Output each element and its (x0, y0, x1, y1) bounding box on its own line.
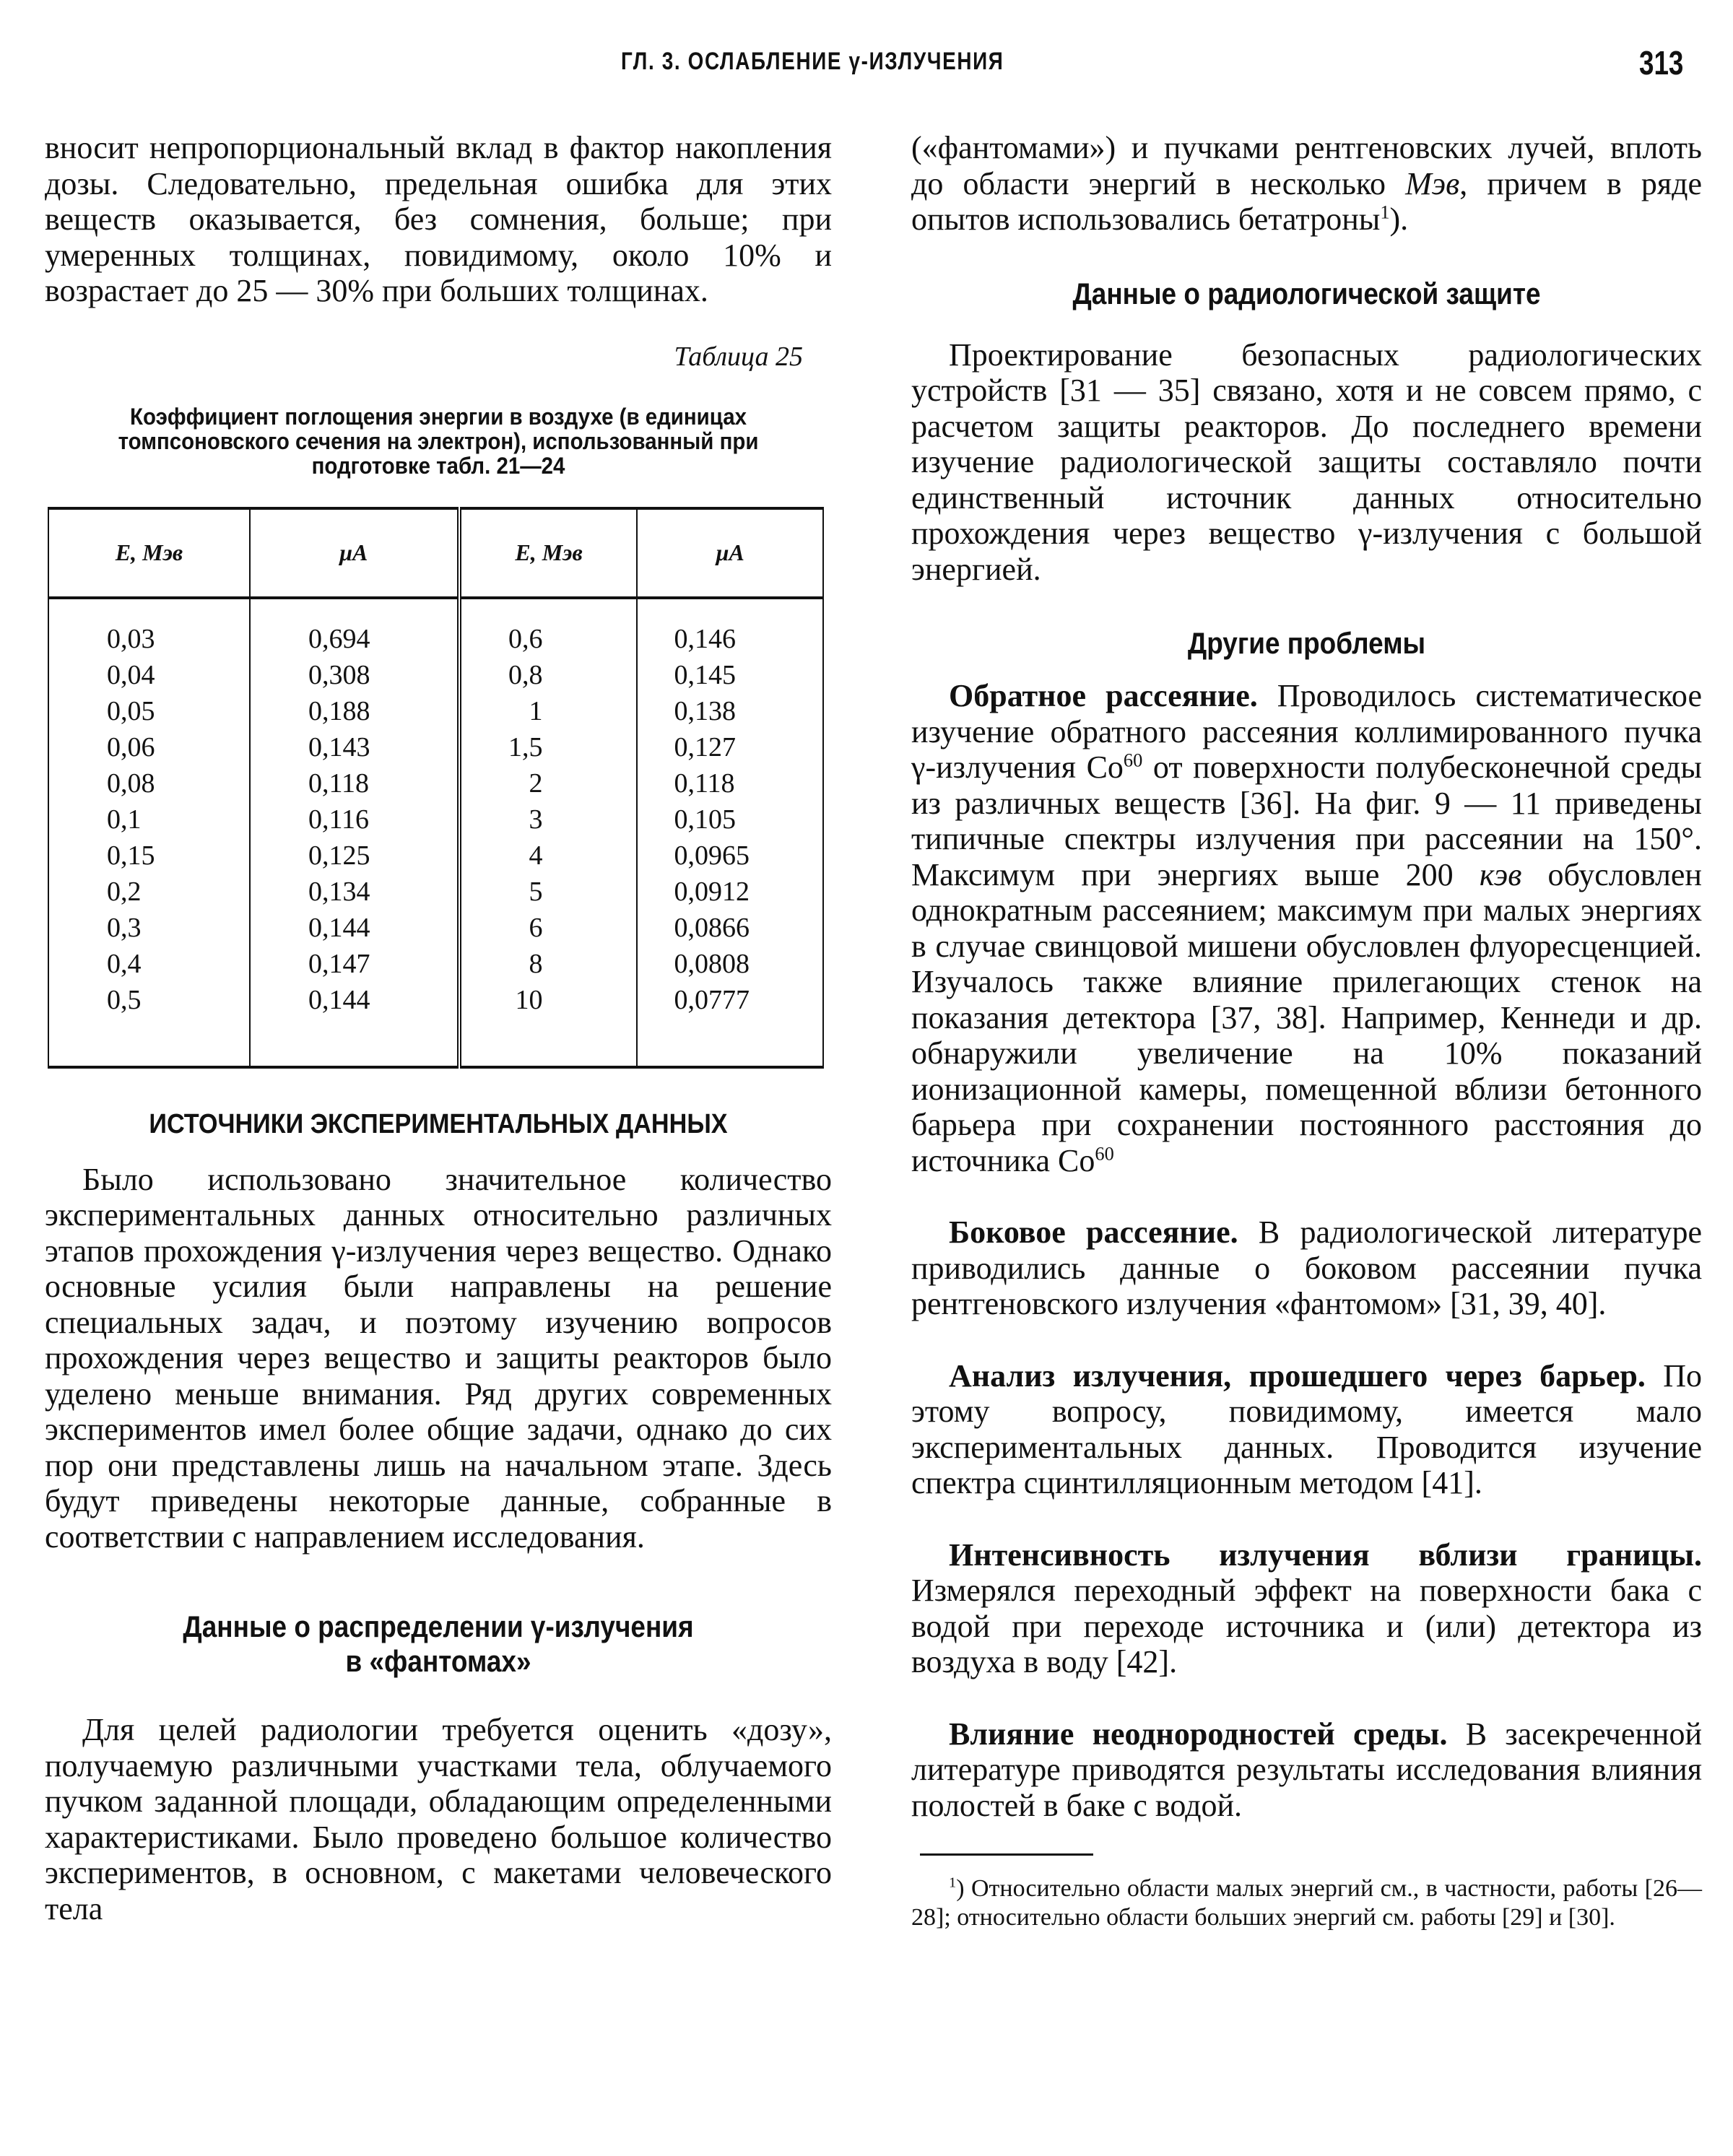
footnote-mark: 1 (949, 1874, 957, 1891)
column-header-mu-a: μA (250, 508, 459, 598)
table-row (48, 982, 823, 1018)
table-spacer (48, 598, 823, 621)
unit-kev: кэв (1479, 856, 1522, 892)
phantoms-paragraph: Для целей радиологии требуется оценить «дозу», получаемую различными участками тела, облучаемого пучком заданной площади, обладающим определенными характеристиками. Было проведено большое количество экспериментов, в основном, с макетами человеческого тела (45, 1712, 832, 1926)
mu-a-cell: 0,0777 (637, 982, 823, 1018)
footnote-divider (920, 1853, 1093, 1856)
mu-a-cell: 0,134 (250, 874, 459, 910)
text-fragment: В радиологической литературе приводились данные о боковом рассеянии пучка рентгеновского излучения «фантомом» [31, 39, 40]. (911, 1214, 1703, 1321)
mu-a-cell: 0,118 (637, 765, 823, 801)
mu-a-cell: 0,694 (250, 621, 459, 657)
sources-paragraph: Было использовано значительное количество экспериментальных данных относительно различных этапов прохождения γ-излучения через вещество. Однако основные усилия были направлены на решение специальных задач, и поэтому изучению вопросов прохождения через вещество и защиты реакторов было уделено меньше внимания. Ряд других современных экспериментов имел более общие задачи, однако до сих пор они представлены лишь на начальном этапе. Здесь будут приведены некоторые данные, собранные в соответствии с направлением исследования. (45, 1161, 832, 1555)
table-caption: Коэффициент поглощения энергии в воздухе (в единицах томпсоновского сечения на электрон), использованный при подготовке табл. 21—24 (118, 403, 759, 479)
table-row (48, 765, 823, 801)
heading-line: Данные о распределении γ-излучения (183, 1609, 694, 1643)
table-label: Таблица 25 (674, 341, 803, 372)
barrier-analysis-paragraph (911, 1358, 1702, 1501)
mu-a-cell: 0,147 (250, 946, 459, 982)
mu-a-cell: 0,118 (250, 765, 459, 801)
section-heading-protection: Данные о радиологической защите (1072, 276, 1541, 310)
text-fragment: По этому вопросу, повидимому, имеется мало экспериментальных данных. Проводится изучение спектра сцинтилляционным методом [41]. (911, 1357, 1702, 1500)
intro-paragraph: вносит непропорциональный вклад в фактор накопления дозы. Следовательно, предельная ошибка для этих веществ оказывается, без сомнения, больше; при умеренных толщинах, повидимому, около 10% и возрастает до 25 — 30% при больших толщинах. (45, 130, 832, 308)
energy-cell: 0,4 (48, 946, 250, 982)
isotope-mass: 60 (1095, 1142, 1114, 1164)
column-header-energy: E, Мэв (48, 508, 250, 598)
mu-a-cell: 0,308 (250, 657, 459, 693)
mu-a-cell: 0,105 (637, 801, 823, 838)
energy-cell: 0,6 (459, 621, 638, 657)
run-in-heading: Обратное рассеяние. (949, 678, 1258, 713)
table-row (48, 910, 823, 946)
table-spacer (48, 1018, 823, 1067)
mu-a-cell: 0,127 (637, 729, 823, 765)
energy-cell: 1 (459, 693, 638, 729)
run-in-heading: Интенсивность излучения вблизи границы. (949, 1536, 1702, 1573)
text-fragment: В засекреченной литературе приводятся результаты исследования влияния полостей в баке с водой. (911, 1716, 1703, 1823)
energy-cell: 5 (459, 874, 638, 910)
table-row (48, 621, 823, 657)
section-heading-sources: ИСТОЧНИКИ ЭКСПЕРИМЕНТАЛЬНЫХ ДАННЫХ (149, 1108, 728, 1139)
table-row (48, 729, 823, 765)
energy-cell: 1,5 (459, 729, 638, 765)
energy-cell: 3 (459, 801, 638, 838)
backscatter-paragraph (911, 678, 1702, 1178)
heading-line: в «фантомах» (345, 1644, 531, 1678)
mu-a-cell: 0,146 (637, 621, 823, 657)
table-row (48, 838, 823, 874)
energy-cell: 0,5 (48, 982, 250, 1018)
inhomogeneity-paragraph (911, 1716, 1702, 1824)
run-in-heading: Боковое рассеяние. (949, 1214, 1238, 1250)
table-row (48, 874, 823, 910)
table-row (48, 693, 823, 729)
energy-cell: 4 (459, 838, 638, 874)
energy-cell: 0,03 (48, 621, 250, 657)
text-fragment: ). (1389, 201, 1409, 237)
mu-a-cell: 0,125 (250, 838, 459, 874)
mu-a-cell: 0,0965 (637, 838, 823, 874)
energy-cell: 8 (459, 946, 638, 982)
run-in-heading: Анализ излучения, прошедшего через барьер. (949, 1357, 1646, 1394)
energy-cell: 0,3 (48, 910, 250, 946)
table-row (48, 657, 823, 693)
mu-a-cell: 0,0866 (637, 910, 823, 946)
text-fragment: от поверхности полубесконечной среды из различных веществ [36]. На фиг. 9 — 11 приведены типичные спектры излучения при рассеянии на 150°. Максимум при энергиях выше 200 (911, 749, 1702, 892)
energy-cell: 0,04 (48, 657, 250, 693)
mu-a-cell: 0,0912 (637, 874, 823, 910)
isotope-mass: 60 (1123, 749, 1143, 771)
section-heading-phantoms (45, 1609, 832, 1679)
energy-cell: 0,1 (48, 801, 250, 838)
energy-cell: 0,05 (48, 693, 250, 729)
continuation-paragraph (911, 130, 1702, 238)
mu-a-cell: 0,144 (250, 982, 459, 1018)
mu-a-cell: 0,116 (250, 801, 459, 838)
mu-a-cell: 0,145 (637, 657, 823, 693)
protection-paragraph: Проектирование безопасных радиологических устройств [31 — 35] связано, хотя и не совсем прямо, с расчетом защиты реакторов. До последнего времени изучение радиологической защиты составляло почти единственный источник данных относительно прохождения через вещество γ-излучения с большой энергией. (911, 336, 1702, 587)
boundary-intensity-paragraph (911, 1537, 1702, 1680)
energy-cell: 0,8 (459, 657, 638, 693)
table-header-row (48, 508, 823, 598)
column-header-energy: E, Мэв (459, 508, 638, 598)
energy-cell: 0,2 (48, 874, 250, 910)
left-column (45, 130, 832, 1926)
energy-cell: 0,08 (48, 765, 250, 801)
run-in-heading: Влияние неоднородностей среды. (949, 1716, 1448, 1752)
text-fragment: , причем в ряде опытов использовались бетатроны (911, 165, 1702, 237)
energy-cell: 10 (459, 982, 638, 1018)
mu-a-cell: 0,143 (250, 729, 459, 765)
energy-cell: 0,15 (48, 838, 250, 874)
energy-cell: 0,06 (48, 729, 250, 765)
footnote-text: ) Относительно области малых энергий см., в частности, работы [26—28]; относительно области больших энергий см. работы [29] и [30]. (911, 1875, 1702, 1931)
page-number: 313 (1639, 44, 1684, 82)
absorption-coefficient-table (48, 507, 824, 1069)
energy-cell: 2 (459, 765, 638, 801)
unit-mev: Мэв (1405, 165, 1460, 201)
footnote (911, 1874, 1702, 1932)
running-header (0, 43, 1733, 87)
text-fragment: обусловлен однократным рассеянием; максимум при малых энергиях в случае свинцовой мишени обусловлен флуоресценцией. Изучалось также влияние прилегающих стенок на показания детектора [37, 38]. Например, Кеннеди и др. обнаружили увеличение на 10% показаний ионизационной камеры, помещенной вблизи бетонного барьера при сохранении постоянного расстояния до источника Co (911, 856, 1702, 1178)
mu-a-cell: 0,144 (250, 910, 459, 946)
text-fragment: Измерялся переходный эффект на поверхности бака с водой при переходе источника и (или) детектора из воздуха в воду [42]. (911, 1573, 1702, 1679)
mu-a-cell: 0,0808 (637, 946, 823, 982)
side-scatter-paragraph (911, 1214, 1702, 1322)
right-column (911, 130, 1702, 1932)
table-row (48, 801, 823, 838)
text-fragment: («фантомами») и пучками рентгеновских лучей, вплоть до области энергий в несколько (911, 130, 1702, 201)
chapter-title: ГЛ. 3. ОСЛАБЛЕНИЕ γ-ИЗЛУЧЕНИЯ (621, 48, 1004, 75)
table-row (48, 946, 823, 982)
section-heading-other: Другие проблемы (1187, 626, 1426, 660)
mu-a-cell: 0,138 (637, 693, 823, 729)
footnote-reference[interactable]: 1 (1380, 201, 1390, 223)
column-header-mu-a: μA (637, 508, 823, 598)
mu-a-cell: 0,188 (250, 693, 459, 729)
text-fragment: Проводилось систематическое изучение обратного рассеяния коллимированного пучка γ-излучения Co (911, 678, 1702, 785)
energy-cell: 6 (459, 910, 638, 946)
